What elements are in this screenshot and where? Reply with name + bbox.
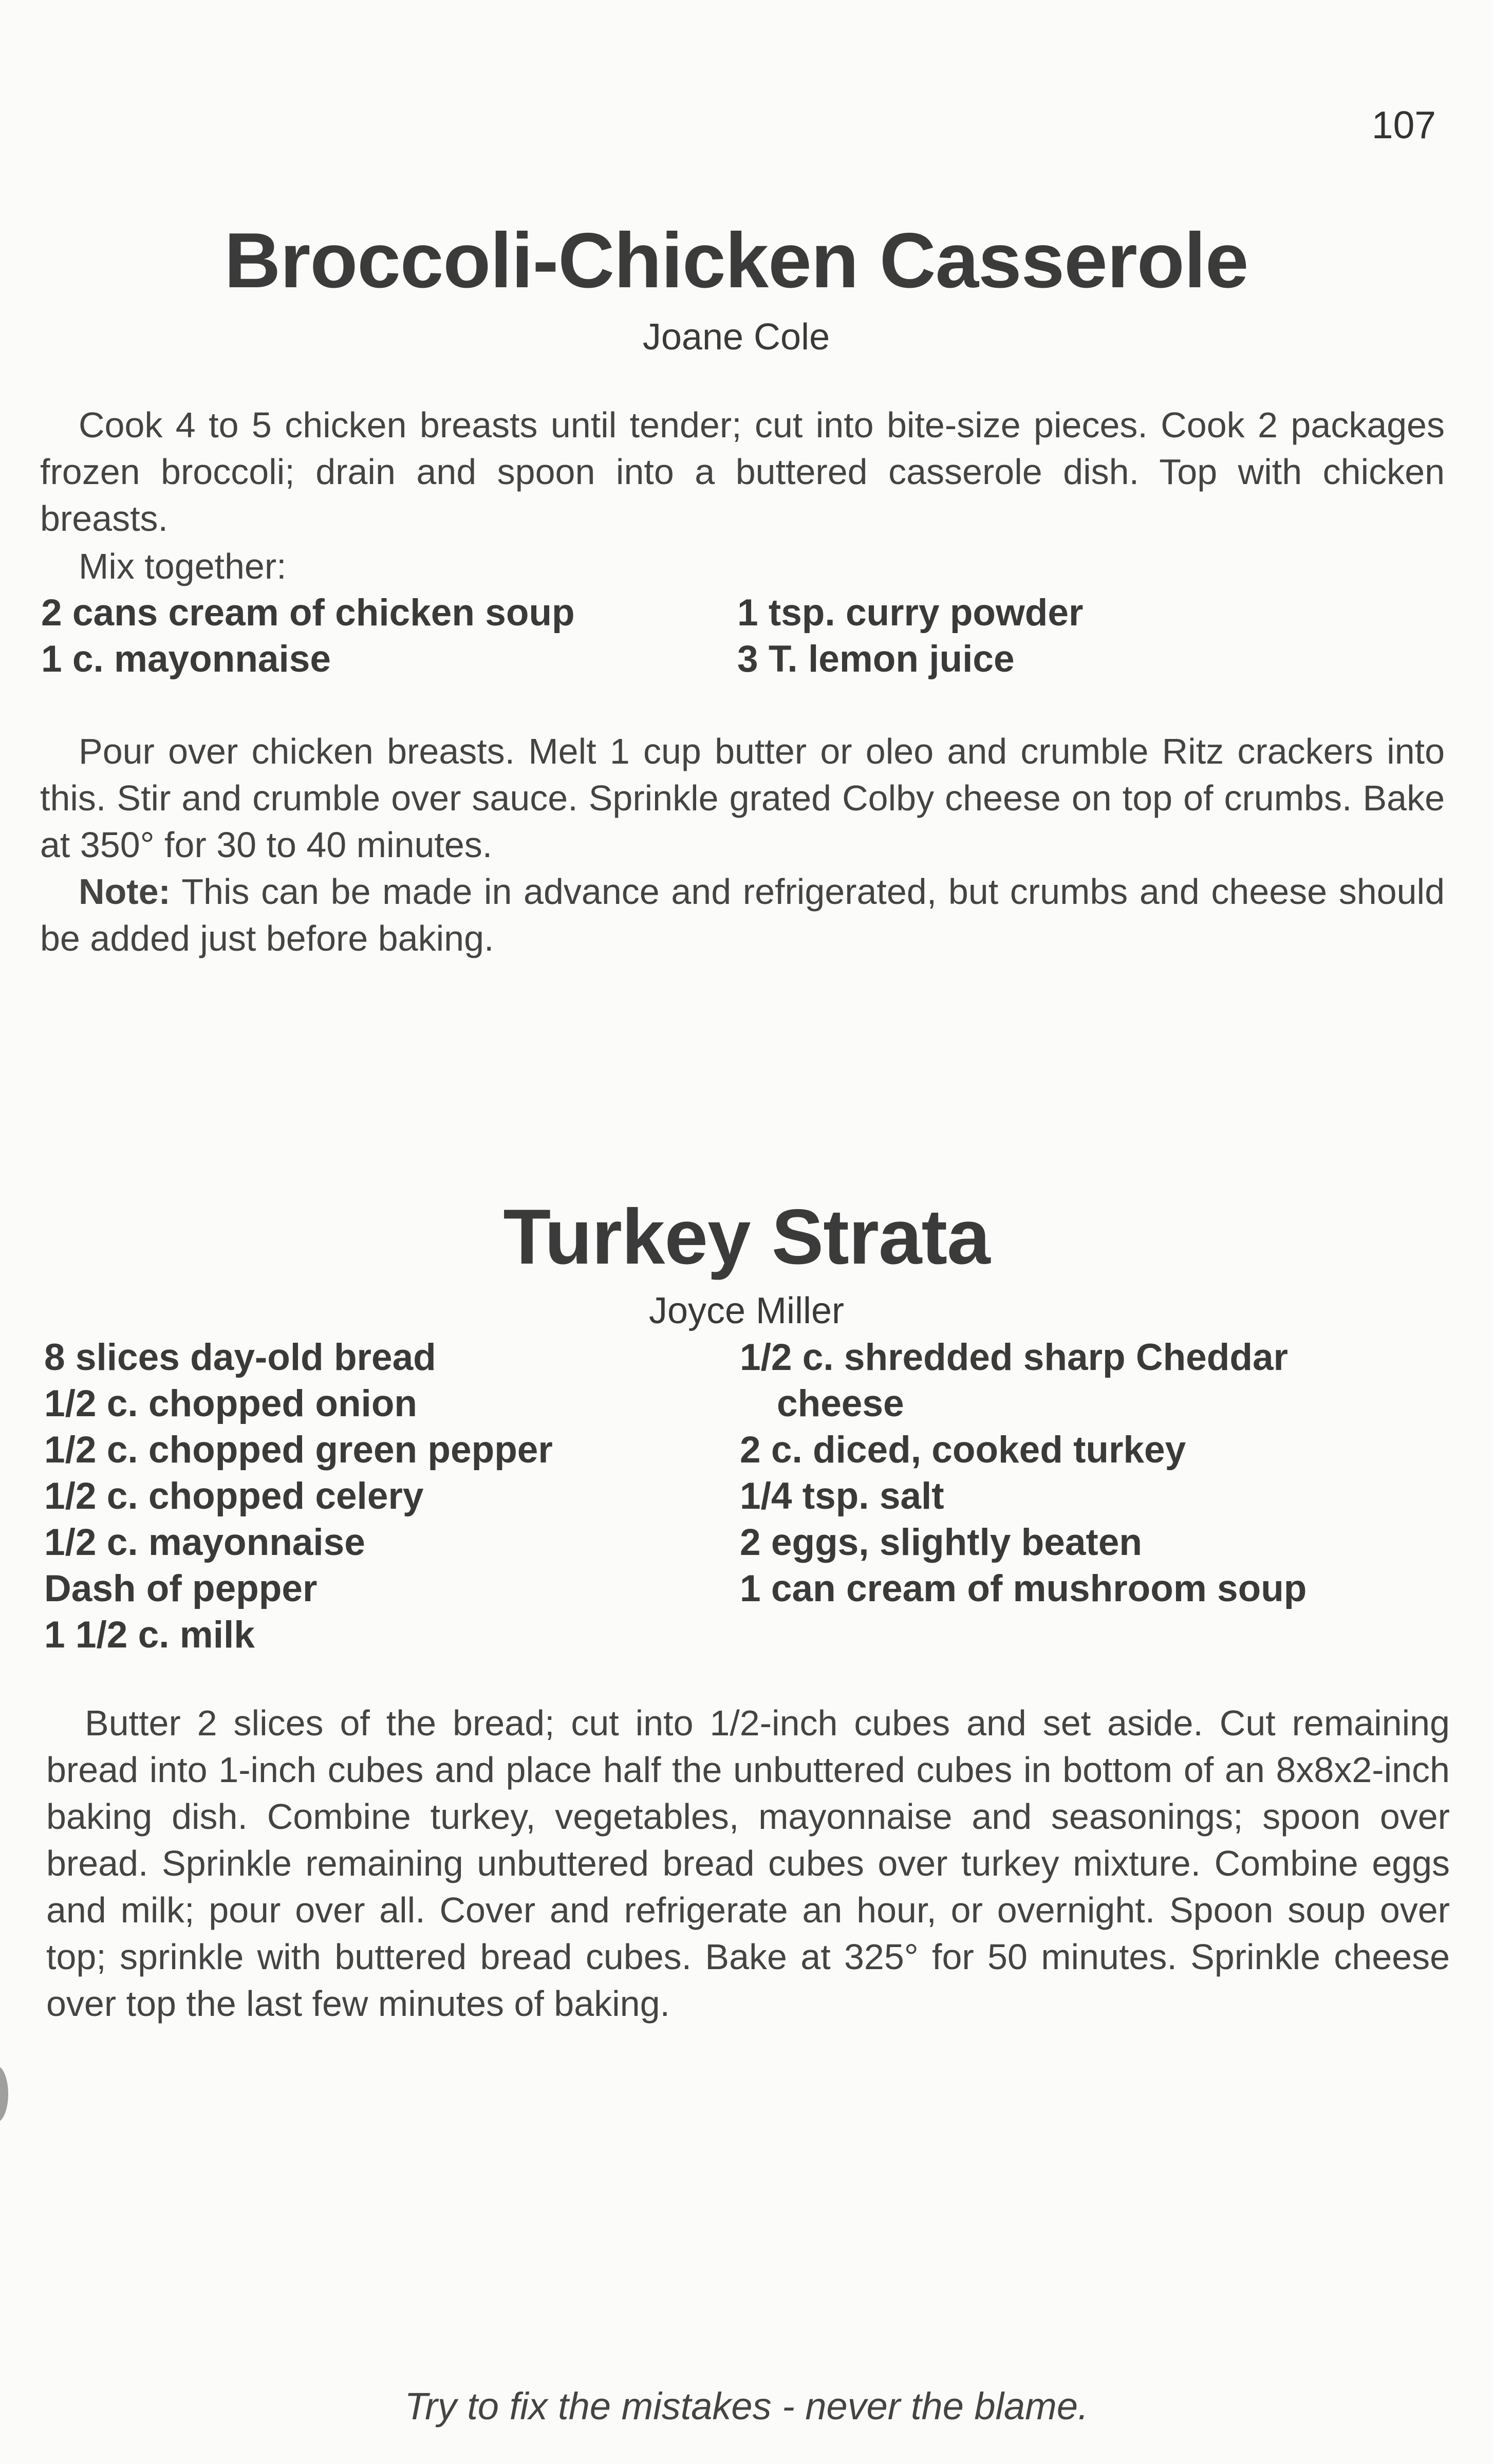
note-label: Note:	[79, 872, 171, 912]
recipe-author: Joyce Miller	[648, 1290, 845, 1331]
mix-together-line: Mix together:	[79, 546, 287, 586]
ingredient-list-right	[740, 1335, 1307, 1612]
recipe-author: Joane Cole	[642, 317, 830, 358]
ingredient: 1/2 c. mayonnaise	[44, 1522, 365, 1563]
directions-text: Pour over chicken breasts. Melt 1 cup butter or oleo and crumble Ritz crackers into this. Stir and crumble over sauce. Sprinkle grated Colby cheese on top of crumbs. Bake at 350° for 30 to 40 minutes.	[40, 731, 1445, 865]
recipe-directions	[46, 1700, 1450, 2027]
recipe-note	[40, 868, 1445, 962]
ingredient: 2 c. diced, cooked turkey	[740, 1429, 1186, 1471]
directions-text: Butter 2 slices of the bread; cut into 1/2-inch cubes and set aside. Cut remaining bread into 1-inch cubes and place half the unbuttered cubes in bottom of an 8x8x2-inch baking dish. Combine turkey, vegetables, mayonnaise and seasonings; spoon over bread. Sprinkle remaining unbuttered bread cubes over turkey mixture. Combine eggs and milk; pour over all. Cover and refrigerate an hour, or overnight. Spoon soup over top; sprinkle with buttered bread cubes. Bake at 325° for 50 minutes. Sprinkle cheese over top the last few minutes of baking.	[46, 1703, 1450, 2024]
page-number: 107	[1371, 103, 1436, 146]
ingredient-list-right	[737, 590, 1083, 682]
ingredient-continuation: cheese	[777, 1383, 904, 1424]
ingredient: 1 can cream of mushroom soup	[740, 1568, 1307, 1609]
ingredient: Dash of pepper	[44, 1568, 318, 1609]
recipe-title: Broccoli-Chicken Casserole	[224, 217, 1248, 304]
ingredient: 2 cans cream of chicken soup	[41, 592, 575, 634]
ingredient: 2 eggs, slightly beaten	[740, 1522, 1142, 1563]
ingredient: 1/4 tsp. salt	[740, 1475, 944, 1517]
recipe-title: Turkey Strata	[503, 1193, 990, 1281]
ingredient-list-left	[41, 590, 575, 682]
ingredient-list-left	[44, 1335, 553, 1658]
ingredient: 8 slices day-old bread	[44, 1337, 436, 1378]
recipe-directions	[40, 728, 1445, 868]
ingredient: 1 c. mayonnaise	[41, 638, 331, 680]
footer-quote: Try to fix the mistakes - never the blame.	[404, 2385, 1089, 2428]
ingredient: 1/2 c. chopped celery	[44, 1475, 424, 1517]
intro-text: Cook 4 to 5 chicken breasts until tender; cut into bite-size pieces. Cook 2 packages frozen broccoli; drain and spoon into a buttered casserole dish. Top with chicken breasts.	[40, 405, 1445, 539]
binding-edge-mark	[0, 2066, 8, 2122]
ingredient: 1 tsp. curry powder	[737, 592, 1084, 634]
ingredient: 3 T. lemon juice	[737, 638, 1015, 680]
recipe-intro	[40, 402, 1445, 542]
note-text: This can be made in advance and refrigerated, but crumbs and cheese should be added just before baking.	[40, 872, 1445, 958]
ingredient: 1/2 c. shredded sharp Cheddar	[740, 1337, 1288, 1378]
ingredient: 1/2 c. chopped green pepper	[44, 1429, 553, 1471]
ingredient: 1 1/2 c. milk	[44, 1614, 255, 1656]
ingredient: 1/2 c. chopped onion	[44, 1383, 418, 1424]
